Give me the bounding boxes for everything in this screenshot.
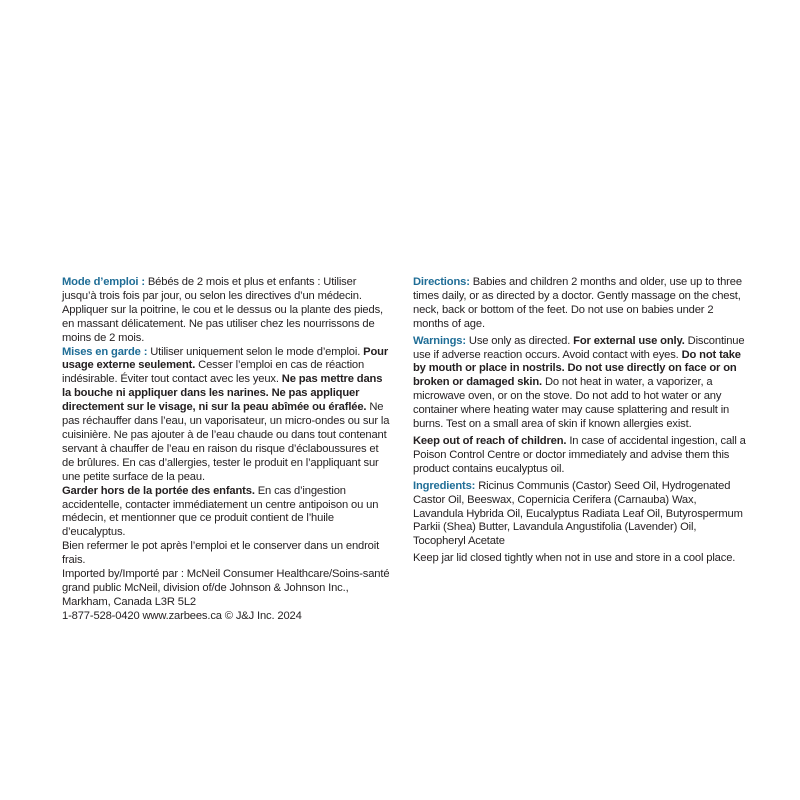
english-column [413, 276, 748, 569]
en-keep-out-bold: Keep out of reach of children. [413, 434, 567, 447]
fr-imported: Imported by/Importé par : McNeil Consumer Healthcare/Soins-santé grand public McNeil, division of/de Johnson & Johnson Inc., Markham, Canada L3R 5L2 [62, 568, 390, 608]
en-warnings-text-3: Do not heat in water, a vaporizer, a microwave oven, or on the stove. Do not add to hot water or any container where heating water may cause splattering and result in burns. Test on a small area of skin if known allergies exist. [413, 376, 730, 431]
fr-keep-out-text: En cas d’ingestion accidentelle, contacter immédiatement un centre antipoison ou un médecin, et mentionner que ce produit contient de l’huile d’eucalyptus. [62, 484, 379, 539]
fr-warnings-text-3: Ne pas réchauffer dans l’eau, un vaporisateur, un micro-ondes ou sur la cuisinière. Ne pas ajouter à de l’eau chaude ou dans tout contenant servant à chauffer de l’eau en raison du risque d’éclaboussures et de brûlures. En cas d’allergies, tester le produit en l’appliquant sur une petite surface de la peau. [62, 401, 390, 483]
fr-warnings-text-1: Utiliser uniquement selon le mode d’emploi. [147, 345, 364, 358]
en-directions-heading: Directions: [413, 276, 470, 288]
fr-warnings [62, 346, 392, 485]
fr-keep-out-bold: Garder hors de la portée des enfants. [62, 484, 255, 497]
en-directions-text: Babies and children 2 months and older, use up to three times daily, or as directed by a doctor. Gently massage on the chest, neck, back or bottom of the feet. Do not use on babies under 2 months of age. [413, 276, 742, 330]
en-warnings-text-1: Use only as directed. [465, 334, 574, 347]
fr-directions-text: Bébés de 2 mois et plus et enfants : Utiliser jusqu’à trois fois par jour, ou selon les directives d’un médecin. Appliquer sur la poitrine, le cou et le dessus ou la plante des pieds, en massant délicatement. Ne pas utiliser chez les nourrissons de moins de 2 mois. [62, 276, 383, 344]
fr-contact: 1-877-528-0420 www.zarbees.ca © J&J Inc. 2024 [62, 609, 302, 622]
en-warnings-bold-2: Do not take by mouth or place in nostrils. Do not use directly on face or on broken or damaged skin. [413, 348, 741, 389]
french-column [62, 276, 392, 624]
en-directions [413, 276, 748, 332]
en-storage: Keep jar lid closed tightly when not in use and store in a cool place. [413, 552, 736, 565]
fr-warnings-heading: Mises en garde : [62, 345, 148, 358]
en-ingredients [413, 480, 748, 550]
en-ingredients-text: Ricinus Communis (Castor) Seed Oil, Hydrogenated Castor Oil, Beeswax, Copernicia Cerifera (Carnauba) Wax, Lavandula Hybrida Oil, Eucalyptus Radiata Leaf Oil, Butyrospermum Parkii (Shea) Butter, Lavandula Angustifolia (Lavender) Oil, Tocopheryl Acetate [413, 479, 743, 548]
fr-directions [62, 276, 392, 346]
fr-warnings-text-2: Cesser l’emploi en cas de réaction indésirable. Éviter tout contact avec les yeux. [62, 359, 365, 386]
en-warnings-bold-1: For external use only. [573, 334, 685, 347]
fr-storage: Bien refermer le pot après l’emploi et le conserver dans un endroit frais. [62, 540, 380, 567]
fr-warnings-bold-2: Ne pas mettre dans la bouche ni appliquer dans les narines. Ne pas appliquer directement sur le visage, ni sur la peau abîmée ou éraflée. [62, 373, 383, 414]
en-warnings [413, 335, 748, 432]
en-warnings-heading: Warnings: [413, 334, 466, 347]
fr-warnings-bold-1: Pour usage externe seulement. [62, 345, 389, 372]
fr-keep-out [62, 485, 392, 541]
en-ingredients-heading: Ingredients: [413, 479, 476, 492]
en-warnings-text-2: Discontinue use if adverse reaction occurs. Avoid contact with eyes. [413, 334, 745, 361]
en-keep-out-text: In case of accidental ingestion, call a Poison Control Centre or doctor immediately and advise them this product contains eucalyptus oil. [413, 434, 746, 475]
en-keep-out [413, 435, 748, 477]
fr-directions-heading: Mode d’emploi : [62, 276, 145, 288]
